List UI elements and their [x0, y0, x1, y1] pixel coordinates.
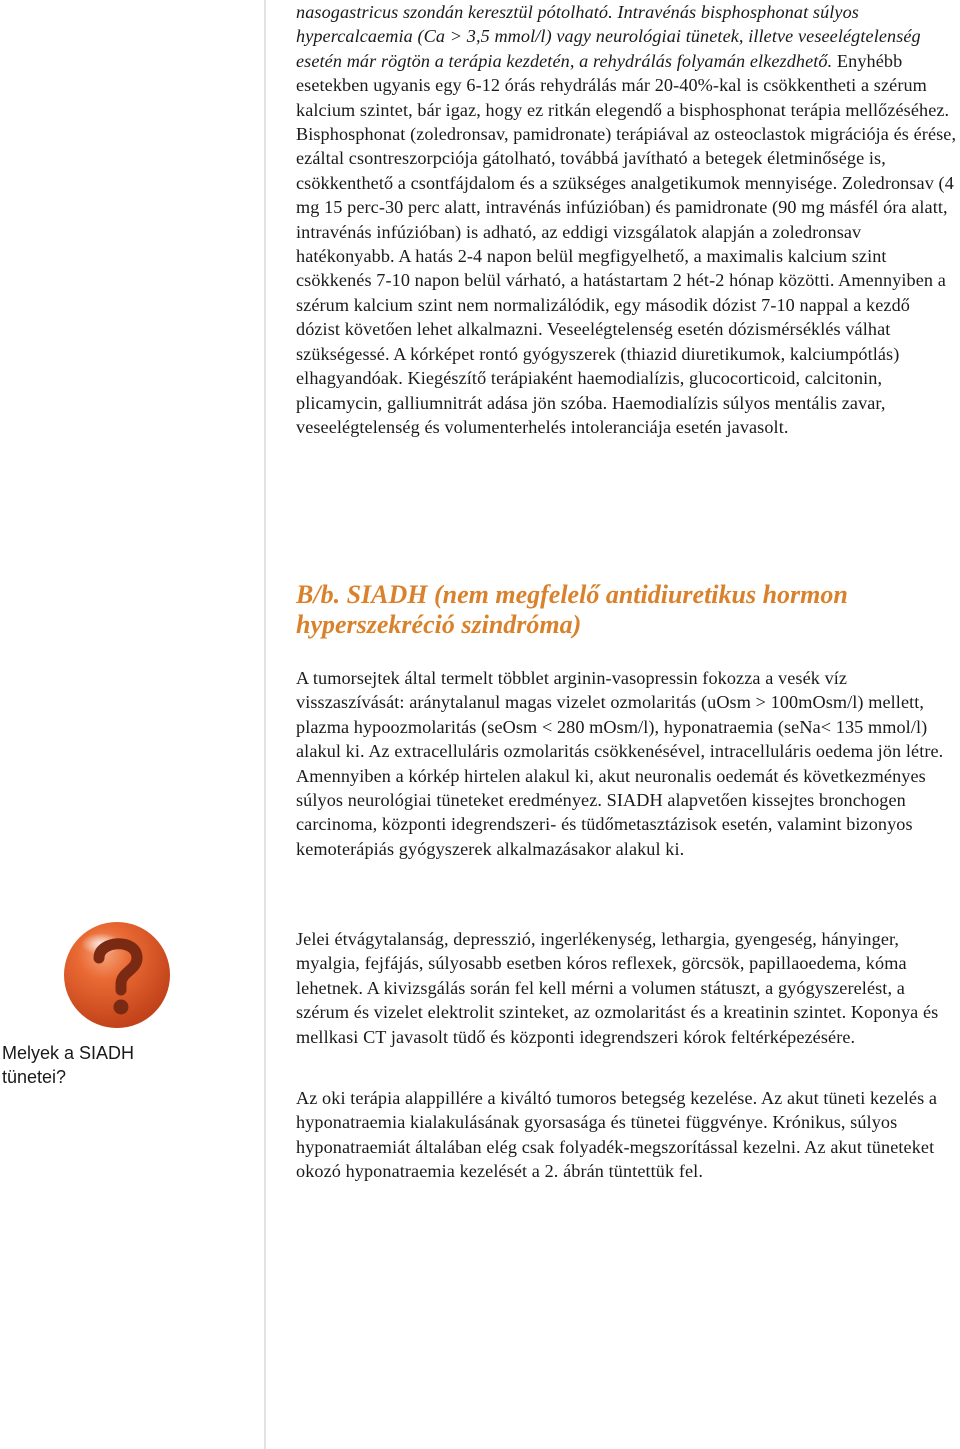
paragraph-siadh-therapy: Az oki terápia alappillére a kiváltó tumoros betegség kezelése. Az akut tüneti kezelés a hyponatraemia kialakulásának gyorsasága és tünetei függvénye. Krónikus, súlyos hyponatraemiát általában elég csak folyadék-megszorítással kezelni. Az akut tüneteket okozó hyponatraemia kezelését a 2. ábrán tüntettük fel.: [296, 1088, 938, 1182]
sidebar-question: Melyek a SIADH tünetei?: [2, 1043, 135, 1087]
question-mark-icon: [61, 918, 173, 1032]
paragraph-treatment-rest: Enyhébb esetekben ugyanis egy 6-12 órás rehydrálás már 20-40%-kal is csökkentheti a szérum kalcium szintet, bár igaz, hogy ez ritkán elegendő a bisphosphonat terápia mellőzéséhez. Bisphosphonat (zoledronsav, pamidronate) terápiával az osteoclastok migrációja és érése, ezáltal csontreszorpciója gátolható, továbbá javítható a betegek életminősége is, csökkenthető a csontfájdalom és a szükséges analgetikumok mennyisége. Zoledronsav (4 mg 15 perc-30 perc alatt, intravénás infúzióban) és pamidronate (90 mg másfél óra alatt, intravénás infúzióban) is adható, az eddigi vizsgálatok alapján a zoledronsav hatékonyabb. A hatás 2-4 napon belül megfigyelhető, a maximalis kalcium szint csökkenés 7-10 napon belül várható, a hatástartam 2 hét-2 hónap közötti. Amennyiben a szérum kalcium szint nem normalizálódik, egy második dózist 7-10 nappal a kezdő dózist követően lehet alkalmazni. Veseelégtelenség esetén dózismérséklés válhat szükségessé. A kórképet rontó gyógyszerek (thiazid diuretikumok, kalciumpótlás) elhagyandóak. Kiegészítő terápiaként haemodialízis, glucocorticoid, calcitonin, plicamycin, galliumnitrát adása jön szóba. Haemodialízis súlyos mentális zavar, veseelégtelenség és volumenterhelés intoleranciája esetén javasolt.: [296, 50, 957, 437]
paragraph-siadh-symptoms: Jelei étvágytalanság, depresszió, ingerlékenység, lethargia, gyengeség, hányinger, myalgia, fejfájás, súlyosabb esetben kóros reflexek, görcsök, papillaoedema, kóma lehetnek. A kivizsgálás során fel kell mérni a volumen státuszt, a gyógyszerelést, a szérum és vizelet elektrolit szinteket, az ozmolaritást és a kreatinin szintet. Koponya és mellkasi CT javasolt tüdő és központi idegrendszeri kórok feltérképezésére.: [296, 929, 939, 1047]
paragraph-treatment: [296, 0, 958, 439]
column-divider: [264, 0, 266, 1449]
section-heading: B/b. SIADH (nem megfelelő antidiuretikus hormon hyperszekréció szindróma): [296, 580, 848, 639]
paragraph-treatment-italic: nasogastricus szondán keresztül pótolható. Intravénás bisphosphonat súlyos hypercalcaemia (Ca > 3,5 mmol/l) vagy neurológiai tünetek, illetve veseelégtelenség esetén már rögtön a terápia kezdetén, a rehydrálás folyamán elkezdhető.: [296, 2, 921, 71]
paragraph-siadh-mechanism: A tumorsejtek által termelt többlet arginin-vasopressin fokozza a vesék víz visszaszívását: aránytalanul magas vizelet ozmolaritás (uOsm > 100mOsm/l) mellett, plazma hypoozmolaritás (seOsm < 280 mOsm/l), hyponatraemia (seNa< 135 mmol/l) alakul ki. Az extracelluláris ozmolaritás csökkenésével, intracelluláris oedema jön létre. Amennyiben a kórkép hirtelen alakul ki, akut neuronalis oedemát és következményes súlyos neurológiai tüneteket eredményez. SIADH alapvetően kissejtes bronchogen carcinoma, központi idegrendszeri- és tüdőmetasztázisok esetén, valamint bizonyos kemoterápiás gyógyszerek alkalmazásakor alakul ki.: [296, 668, 944, 859]
